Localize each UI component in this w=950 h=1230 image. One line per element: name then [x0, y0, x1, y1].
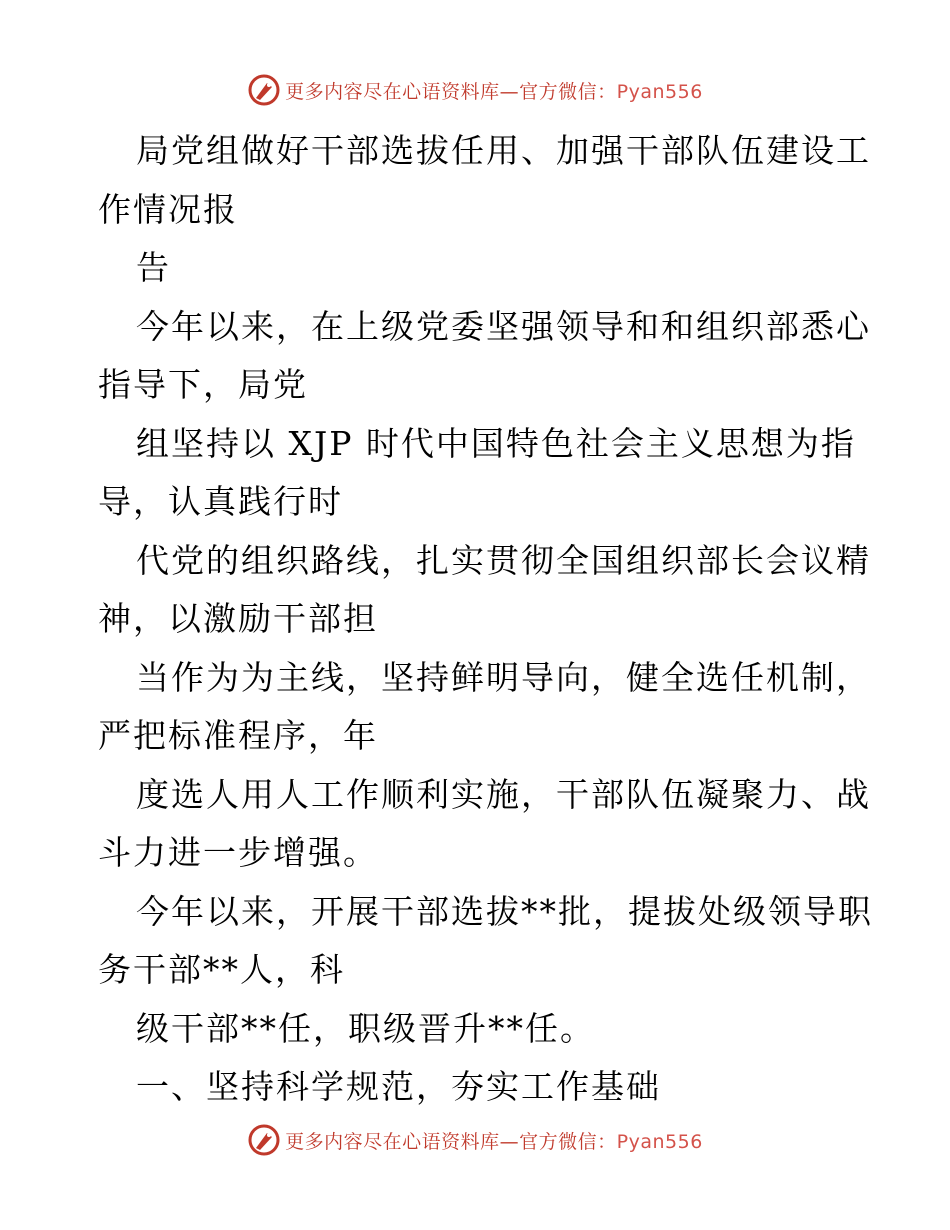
text-line: 今年以来，开展干部选拔**批，提拔处级领导职	[136, 891, 873, 931]
text-line: 度选人用人工作顺利实施，干部队伍凝聚力、战	[136, 774, 871, 814]
text-line: 局党组做好干部选拔任用、加强干部队伍建设工	[136, 131, 871, 170]
text-line: 斗力进一步增强。	[98, 833, 378, 872]
watermark-text: 更多内容尽在心语资料库—官方微信：Pyan556	[285, 80, 703, 103]
footer-watermark	[0, 1120, 950, 1160]
watermark-text: 更多内容尽在心语资料库—官方微信：Pyan556	[285, 1130, 703, 1153]
header-watermark	[0, 70, 950, 110]
text-line: 严把标准程序，年	[98, 716, 378, 755]
text-line: 作情况报	[98, 189, 238, 229]
text-line: 一、坚持科学规范，夯实工作基础	[136, 1067, 661, 1106]
text-line: 今年以来，在上级党委坚强领导和和组织部悉心	[136, 306, 871, 346]
text-line: 代党的组织路线，扎实贯彻全国组织部长会议精	[136, 540, 871, 580]
text-line: 导，认真践行时	[98, 482, 343, 521]
text-line: 当作为为主线，坚持鲜明导向，健全选任机制，	[136, 657, 871, 697]
text-line: 神，以激励干部担	[98, 599, 378, 638]
text-line: 级干部**任，职级晋升**任。	[136, 1008, 595, 1048]
text-line: 指导下，局党	[98, 365, 308, 404]
text-line: 组坚持以 XJP 时代中国特色社会主义思想为指	[136, 423, 856, 463]
pen-logo-icon	[247, 1123, 281, 1157]
text-line: 告	[136, 248, 171, 287]
document-body	[98, 122, 873, 1117]
text-line: 务干部**人，科	[98, 950, 345, 989]
pen-logo-icon	[247, 73, 281, 107]
